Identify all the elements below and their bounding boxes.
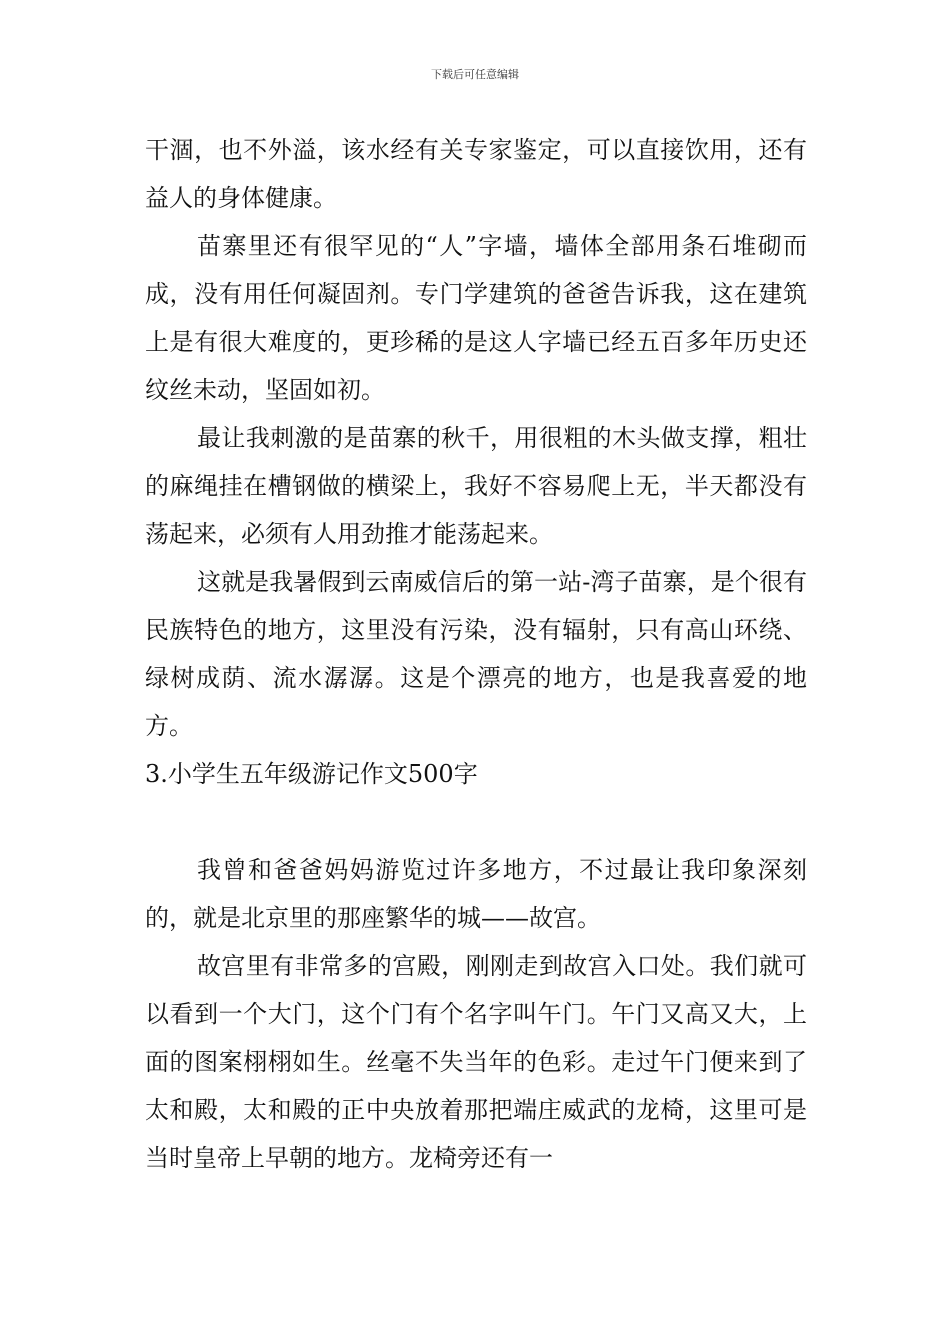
section-heading: 3.小学生五年级游记作文500字 [145, 760, 478, 788]
paragraph: 这就是我暑假到云南威信后的第一站-湾子苗寨，是个很有民族特色的地方，这里没有污染，没有辐射，只有高山环绕、绿树成荫、流水潺潺。这是个漂亮的地方，也是我喜爱的地方。 [145, 568, 807, 740]
paragraph: 苗寨里还有很罕见的“人”字墙，墙体全部用条石堆砌而成，没有用任何凝固剂。专门学建筑的爸爸告诉我，这在建筑上是有很大难度的，更珍稀的是这人字墙已经五百多年历史还纹丝未动，坚固如初。 [145, 232, 807, 404]
paragraph: 干涸，也不外溢，该水经有关专家鉴定，可以直接饮用，还有益人的身体健康。 [145, 136, 807, 212]
paragraph: 最让我刺激的是苗寨的秋千，用很粗的木头做支撑，粗壮的麻绳挂在槽钢做的横梁上，我好不容易爬上无，半天都没有荡起来，必须有人用劲推才能荡起来。 [145, 424, 807, 548]
page-header: 下载后可任意编辑 [431, 68, 519, 81]
paragraph: 我曾和爸爸妈妈游览过许多地方，不过最让我印象深刻的，就是北京里的那座繁华的城——故宫。 [145, 856, 807, 932]
paragraph: 故宫里有非常多的宫殿，刚刚走到故宫入口处。我们就可以看到一个大门，这个门有个名字叫午门。午门又高又大，上面的图案栩栩如生。丝毫不失当年的色彩。走过午门便来到了太和殿，太和殿的正中央放着那把端庄威武的龙椅，这里可是当时皇帝上早朝的地方。龙椅旁还有一 [145, 952, 807, 1172]
document-body [145, 126, 807, 1182]
